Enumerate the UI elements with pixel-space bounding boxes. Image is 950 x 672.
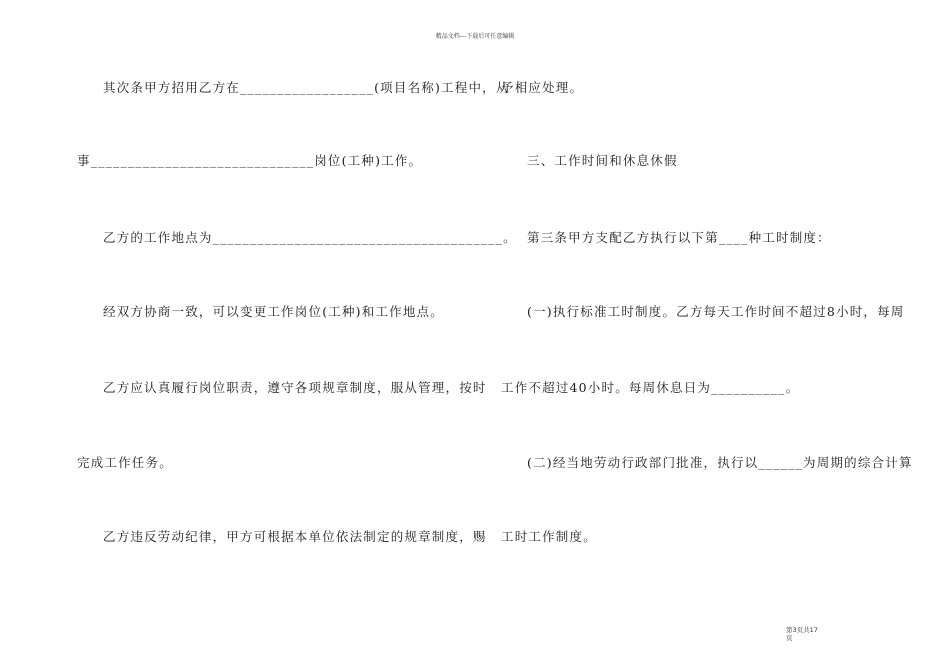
- page-number-line: 页: [786, 634, 793, 642]
- right-paragraph-line: 第三条甲方支配乙方执行以下第____种工时制度：: [527, 230, 831, 245]
- right-paragraph-line: 工时工作制度。: [501, 529, 597, 544]
- right-paragraph-line: 工作不超过40小时。每周休息日为__________。: [501, 380, 800, 395]
- left-paragraph-line: 乙方违反劳动纪律，甲方可根据本单位依法制定的规章制度，赐: [103, 529, 487, 544]
- section-heading: 三、工作时间和休息休假: [527, 153, 678, 168]
- left-paragraph-line: 乙方应认真履行岗位职责，遵守各项规章制度，服从管理，按时: [103, 380, 487, 395]
- left-paragraph-line: 其次条甲方招用乙方在__________________(项目名称)工程中，从: [103, 80, 510, 95]
- right-paragraph-line: (二)经当地劳动行政部门批准，执行以______为周期的综合计算: [527, 455, 913, 470]
- page-header: 精品文档---下载后可任意编辑: [435, 33, 515, 40]
- page-number-line: 第3页共17: [786, 626, 818, 634]
- page-number: [786, 626, 846, 642]
- right-paragraph-line: 予相应处理。: [501, 80, 584, 95]
- left-paragraph-line: 事______________________________岗位(工种)工作。: [77, 153, 423, 168]
- left-paragraph-line: 完成工作任务。: [77, 455, 173, 470]
- left-paragraph-line: 乙方的工作地点为_______________________________________。: [103, 230, 517, 245]
- left-paragraph-line: 经双方协商一致，可以变更工作岗位(工种)和工作地点。: [103, 304, 444, 319]
- right-paragraph-line: (一)执行标准工时制度。乙方每天工作时间不超过8小时，每周: [527, 304, 905, 319]
